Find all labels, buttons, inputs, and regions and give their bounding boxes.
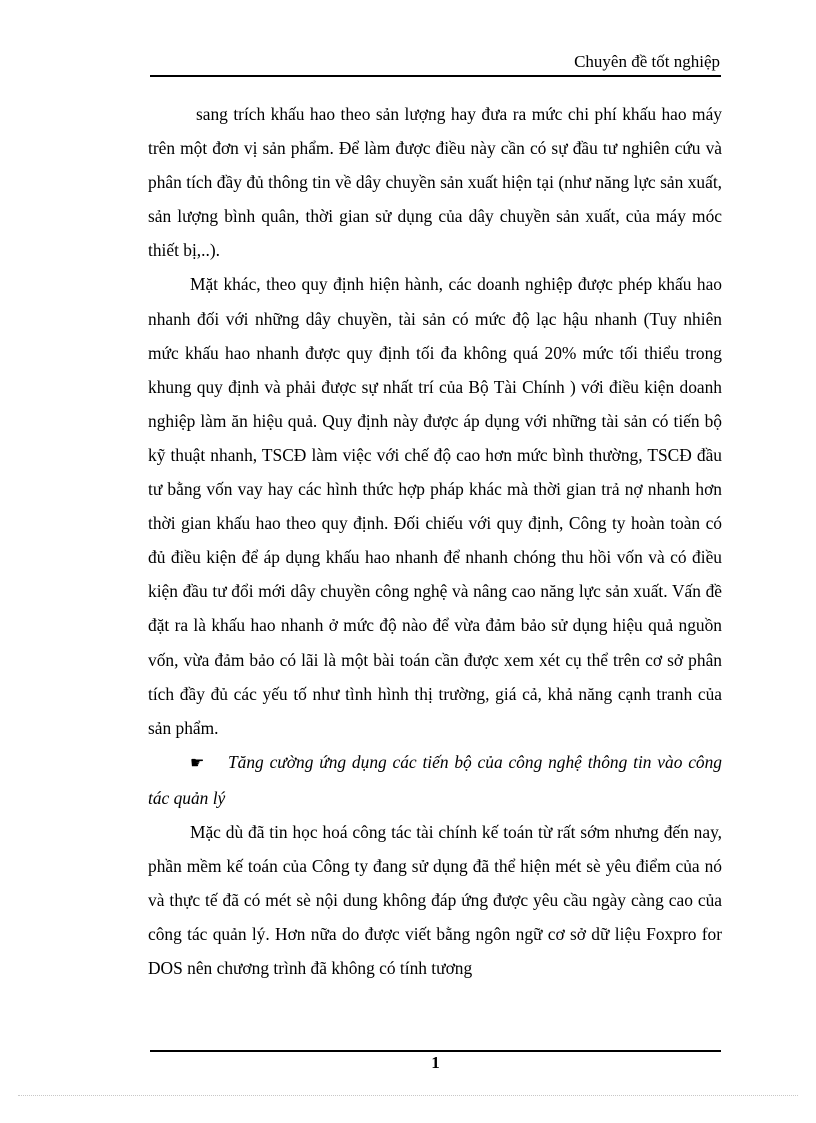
header-divider [150, 75, 721, 77]
paragraph-2: Mặt khác, theo quy định hiện hành, các doanh nghiệp được phép khấu hao nhanh đối với những dây chuyền, tài sản có mức độ lạc hậu nhanh (Tuy nhiên mức khấu hao nhanh được quy định tối đa không quá 20% mức tối thiểu trong khung quy định và phải được sự nhất trí của Bộ Tài Chính ) với điều kiện doanh nghiệp làm ăn hiệu quả. Quy định này được áp dụng với những tài sản có tiến bộ kỹ thuật nhanh, TSCĐ làm việc với chế độ cao hơn mức bình thường, TSCĐ đầu tư bằng vốn vay hay các hình thức hợp pháp khác mà thời gian trả nợ nhanh hơn thời gian khấu hao theo quy định. Đối chiếu với quy định, Công ty hoàn toàn có đủ điều kiện để áp dụng khấu hao nhanh để nhanh chóng thu hồi vốn và có điều kiện đầu tư đổi mới dây chuyền công nghệ và nâng cao năng lực sản xuất. Vấn đề đặt ra là khấu hao nhanh ở mức độ nào để vừa đảm bảo sử dụng hiệu quả nguồn vốn, vừa đảm bảo có lãi là một bài toán cần được xem xét cụ thể trên cơ sở phân tích đầy đủ các yếu tố như tình hình thị trường, giá cả, khả năng cạnh tranh của sản phẩm. [148, 274, 722, 738]
paragraph-1: sang trích khấu hao theo sản lượng hay đưa ra mức chi phí khấu hao máy trên một đơn vị sản phẩm. Để làm được điều này cần có sự đầu tư nghiên cứu và phân tích đầy đủ thông tin về dây chuyền sản xuất hiện tại (như năng lực sản xuất, sản lượng bình quân, thời gian sử dụng của dây chuyền sản xuất, của máy móc thiết bị,..). [148, 104, 722, 261]
document-body [148, 97, 722, 985]
page-bottom-border [18, 1095, 798, 1096]
bullet-heading-text: Tăng cường ứng dụng các tiến bộ của công nghệ thông tin vào công tác quản lý [148, 751, 722, 808]
bullet-heading [148, 745, 722, 815]
paragraph-3: Mặc dù đã tin học hoá công tác tài chính kế toán từ rất sớm nhưng đến nay, phần mềm kế toán của Công ty đang sử dụng đã thể hiện mét sè yêu điểm của nó và thực tế đã có mét sè nội dung không đáp ứng được yêu cầu ngày càng cao của công tác quản lý. Hơn nữa do được viết bằng ngôn ngữ cơ sở dữ liệu Foxpro for DOS nên chương trình đã không có tính tương [148, 821, 722, 979]
page-header-title: Chuyên đề tốt nghiệp [574, 52, 720, 71]
page-number: 1 [431, 1053, 440, 1072]
footer-divider [150, 1050, 721, 1052]
pointing-hand-icon: ☛ [190, 754, 205, 772]
